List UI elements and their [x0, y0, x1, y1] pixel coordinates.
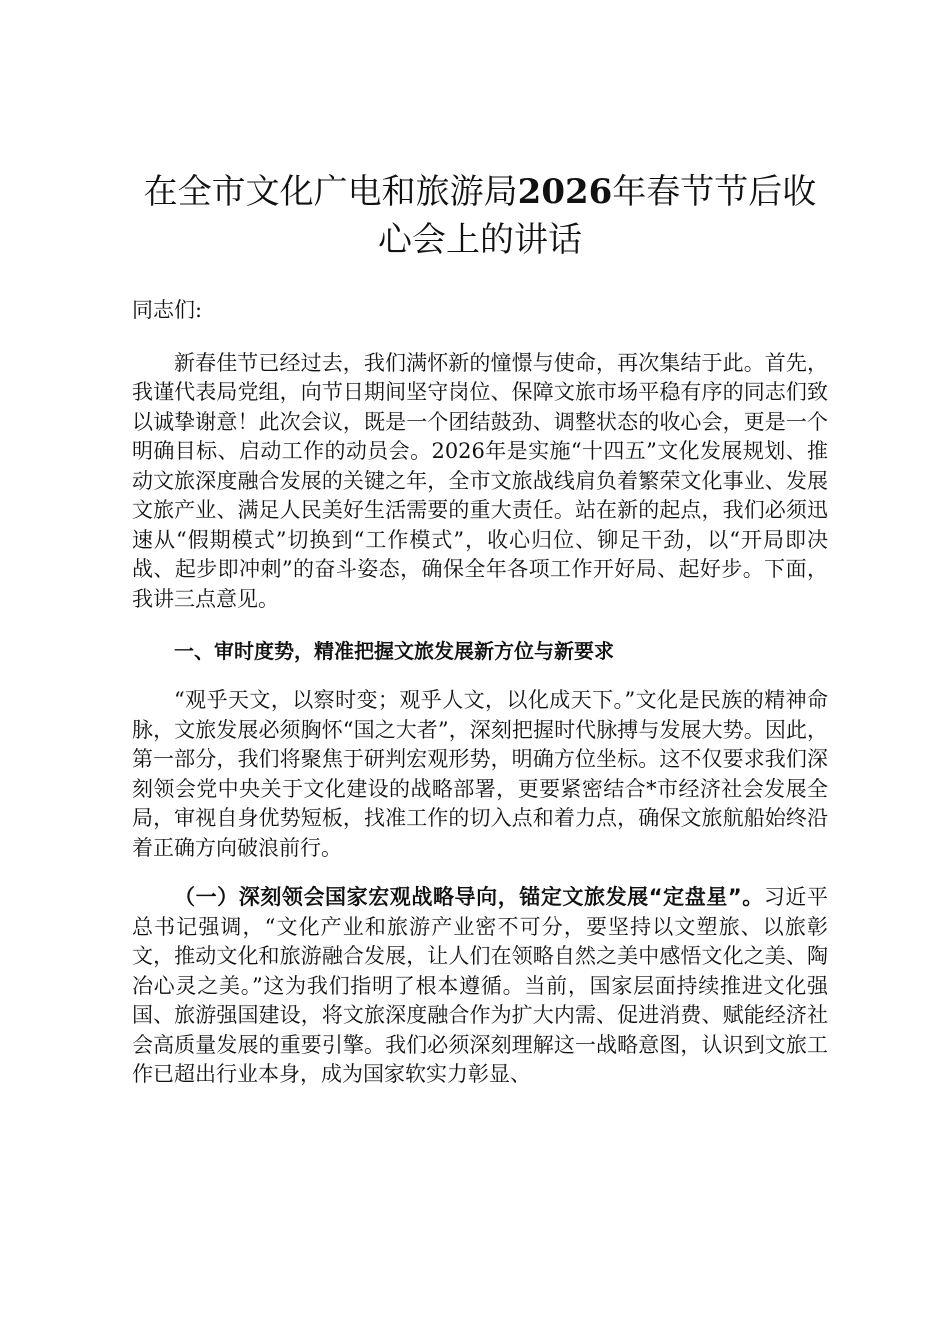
title-text: 在全市文化广电和旅游局2026年春节节后收心会上的讲话 — [143, 172, 817, 260]
salutation: 同志们: — [132, 298, 203, 322]
document-title — [132, 168, 828, 264]
opening-paragraph: 新春佳节已经过去，我们满怀新的憧憬与使命，再次集结于此。首先，我谨代表局党组，向节日期间坚守岗位、保障文旅市场平稳有序的同志们致以诚挚谢意！此次会议，既是一个团结鼓劲、调整状态的收心会，更是一个明确目标、启动工作的动员会。2026年是实施“十四五”文化发展规划、推动文旅深度融合发展的关键之年，全市文旅战线肩负着繁荣文化事业、发展文旅产业、满足人民美好生活需要的重大责任。站在新的起点，我们必须迅速从“假期模式”切换到“工作模式”，收心归位、铆足干劲，以“开局即决战、起步即冲刺”的奋斗姿态，确保全年各项工作开好局、起好步。下面，我讲三点意见。 — [132, 350, 828, 611]
subsection-1-body: 习近平总书记强调，“文化产业和旅游产业密不可分，要坚持以文塑旅、以旅彰文，推动文化和旅游融合发展，让人们在领略自然之美中感悟文化之美、陶冶心灵之美。”这为我们指明了根本遵循。当前，国家层面持续推进文化强国、旅游强国建设，将文旅深度融合作为扩大内需、促进消费、赋能经济社会高质量发展的重要引擎。我们必须深刻理解这一战略意图，认识到文旅工作已超出行业本身，成为国家软实力彰显、 — [132, 885, 829, 1086]
subsection-1-paragraph — [132, 883, 828, 1090]
section-1-intro-paragraph: “观乎天文，以察时变；观乎人文，以化成天下。”文化是民族的精神命脉，文旅发展必须胸怀“国之大者”，深刻把握时代脉搏与发展大势。因此，第一部分，我们将聚焦于研判宏观形势，明确方位坐标。这不仅要求我们深刻领会党中央关于文化建设的战略部署，更要紧密结合*市经济社会发展全局，审视自身优势短板，找准工作的切入点和着力点，确保文旅航船始终沿着正确方向破浪前行。 — [132, 688, 828, 860]
subsection-1-lead: （一）深刻领会国家宏观战略导向，锚定文旅发展“定盘星”。 — [174, 885, 764, 909]
document-page — [132, 168, 828, 1090]
title-year: 2026 — [517, 172, 613, 212]
section-1-heading: 一、审时度势，精准把握文旅发展新方位与新要求 — [174, 639, 614, 663]
